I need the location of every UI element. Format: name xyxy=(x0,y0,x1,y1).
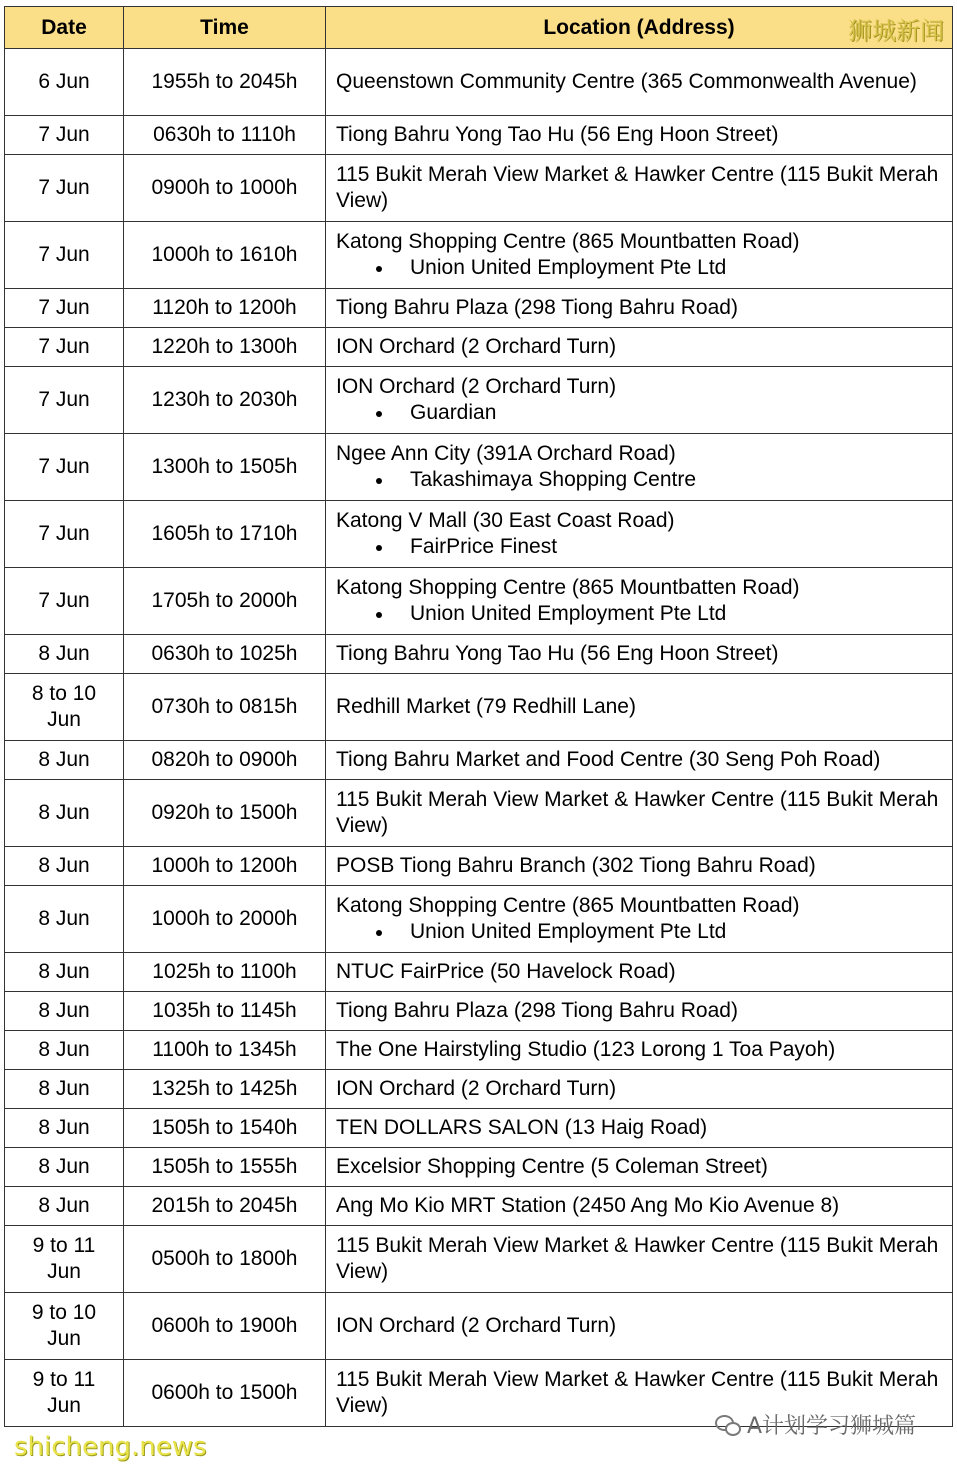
row-time: 1230h to 2030h xyxy=(124,367,326,434)
table-row xyxy=(5,1109,953,1148)
row-date: 9 to 11 Jun xyxy=(5,1226,124,1293)
row-date: 8 Jun xyxy=(5,886,124,953)
row-date: 8 Jun xyxy=(5,741,124,780)
row-date: 7 Jun xyxy=(5,328,124,367)
row-location xyxy=(326,1070,953,1109)
row-time: 2015h to 2045h xyxy=(124,1187,326,1226)
row-location xyxy=(326,1031,953,1070)
table-row xyxy=(5,501,953,568)
table-header-row xyxy=(5,7,953,49)
location-sub-item xyxy=(336,400,942,426)
table-row xyxy=(5,367,953,434)
location-address: ION Orchard (2 Orchard Turn) xyxy=(336,335,617,358)
location-address: Tiong Bahru Plaza (298 Tiong Bahru Road) xyxy=(336,296,738,319)
table-row xyxy=(5,1187,953,1226)
row-time: 1605h to 1710h xyxy=(124,501,326,568)
location-sub-label: Guardian xyxy=(410,401,497,424)
location-address: ION Orchard (2 Orchard Turn) xyxy=(336,1314,617,1337)
table-row xyxy=(5,1148,953,1187)
row-time: 1955h to 2045h xyxy=(124,49,326,116)
location-address: Katong Shopping Centre (865 Mountbatten Road) xyxy=(336,894,800,917)
row-date: 8 Jun xyxy=(5,1148,124,1187)
row-time: 0500h to 1800h xyxy=(124,1226,326,1293)
row-time: 0630h to 1110h xyxy=(124,116,326,155)
location-sub-label: Union United Employment Pte Ltd xyxy=(410,920,727,943)
location-address: Katong Shopping Centre (865 Mountbatten Road) xyxy=(336,576,800,599)
location-sub-item xyxy=(336,919,942,945)
row-location xyxy=(326,1109,953,1148)
table-row xyxy=(5,1031,953,1070)
table-row xyxy=(5,222,953,289)
row-time: 1000h to 1610h xyxy=(124,222,326,289)
table-row xyxy=(5,741,953,780)
row-date: 8 Jun xyxy=(5,1070,124,1109)
location-address: Tiong Bahru Yong Tao Hu (56 Eng Hoon Street) xyxy=(336,123,779,146)
table-row xyxy=(5,886,953,953)
table-row xyxy=(5,116,953,155)
row-date: 7 Jun xyxy=(5,367,124,434)
row-location xyxy=(326,328,953,367)
locations-table-wrapper xyxy=(4,6,952,1427)
row-date: 8 Jun xyxy=(5,780,124,847)
row-location xyxy=(326,501,953,568)
location-address: Queenstown Community Centre (365 Commonwealth Avenue) xyxy=(336,70,917,93)
row-location xyxy=(326,635,953,674)
row-location xyxy=(326,886,953,953)
row-location xyxy=(326,1293,953,1360)
location-address: ION Orchard (2 Orchard Turn) xyxy=(336,1077,617,1100)
table-row xyxy=(5,953,953,992)
table-row xyxy=(5,1226,953,1293)
row-date: 9 to 10 Jun xyxy=(5,1293,124,1360)
header-location-label: Location (Address) xyxy=(543,15,735,39)
row-time: 1705h to 2000h xyxy=(124,568,326,635)
location-address: Katong V Mall (30 East Coast Road) xyxy=(336,509,675,532)
watermark-site: shicheng.news xyxy=(14,1432,207,1462)
wechat-icon xyxy=(715,1413,741,1435)
table-row xyxy=(5,289,953,328)
row-time: 0900h to 1000h xyxy=(124,155,326,222)
row-time: 1300h to 1505h xyxy=(124,434,326,501)
row-time: 1100h to 1345h xyxy=(124,1031,326,1070)
table-row xyxy=(5,49,953,116)
location-sub-item xyxy=(336,601,942,627)
row-date: 8 Jun xyxy=(5,635,124,674)
location-sub-label: Union United Employment Pte Ltd xyxy=(410,256,727,279)
row-location xyxy=(326,116,953,155)
row-location xyxy=(326,847,953,886)
watermark-account-label: A计划学习狮城篇 xyxy=(747,1413,917,1439)
location-address: TEN DOLLARS SALON (13 Haig Road) xyxy=(336,1116,708,1139)
row-date: 7 Jun xyxy=(5,434,124,501)
row-date: 8 Jun xyxy=(5,1109,124,1148)
location-address: Katong Shopping Centre (865 Mountbatten Road) xyxy=(336,230,800,253)
row-time: 0600h to 1900h xyxy=(124,1293,326,1360)
row-date: 7 Jun xyxy=(5,289,124,328)
location-address: The One Hairstyling Studio (123 Lorong 1 Toa Payoh) xyxy=(336,1038,836,1061)
location-address: 115 Bukit Merah View Market & Hawker Centre (115 Bukit Merah View) xyxy=(336,1234,939,1283)
location-address: Ang Mo Kio MRT Station (2450 Ang Mo Kio Avenue 8) xyxy=(336,1194,840,1217)
row-location xyxy=(326,992,953,1031)
row-date: 8 Jun xyxy=(5,992,124,1031)
location-sub-label: Takashimaya Shopping Centre xyxy=(410,468,697,491)
row-time: 1325h to 1425h xyxy=(124,1070,326,1109)
location-sub-item xyxy=(336,255,942,281)
location-address: Tiong Bahru Market and Food Centre (30 Seng Poh Road) xyxy=(336,748,881,771)
row-date: 8 Jun xyxy=(5,1031,124,1070)
row-location xyxy=(326,222,953,289)
row-date: 8 Jun xyxy=(5,847,124,886)
location-address: 115 Bukit Merah View Market & Hawker Centre (115 Bukit Merah View) xyxy=(336,163,939,212)
location-address: ION Orchard (2 Orchard Turn) xyxy=(336,375,617,398)
row-location xyxy=(326,568,953,635)
location-address: Redhill Market (79 Redhill Lane) xyxy=(336,695,636,718)
row-time: 1505h to 1540h xyxy=(124,1109,326,1148)
table-row xyxy=(5,155,953,222)
table-row xyxy=(5,1293,953,1360)
location-address: Tiong Bahru Plaza (298 Tiong Bahru Road) xyxy=(336,999,738,1022)
row-location xyxy=(326,434,953,501)
row-time: 0600h to 1500h xyxy=(124,1360,326,1427)
row-date: 8 Jun xyxy=(5,1187,124,1226)
row-location xyxy=(326,155,953,222)
location-sub-label: Union United Employment Pte Ltd xyxy=(410,602,727,625)
visited-locations-table xyxy=(4,6,953,1427)
header-watermark: 狮城新闻 xyxy=(848,17,944,45)
row-date: 8 to 10 Jun xyxy=(5,674,124,741)
row-time: 1505h to 1555h xyxy=(124,1148,326,1187)
table-row xyxy=(5,434,953,501)
row-time: 1000h to 2000h xyxy=(124,886,326,953)
table-row xyxy=(5,780,953,847)
location-address: NTUC FairPrice (50 Havelock Road) xyxy=(336,960,676,983)
row-time: 0920h to 1500h xyxy=(124,780,326,847)
table-row xyxy=(5,674,953,741)
header-location xyxy=(326,7,953,49)
row-date: 9 to 11 Jun xyxy=(5,1360,124,1427)
table-row xyxy=(5,992,953,1031)
row-location xyxy=(326,674,953,741)
row-time: 0730h to 0815h xyxy=(124,674,326,741)
table-body xyxy=(5,49,953,1427)
location-address: Excelsior Shopping Centre (5 Coleman Street) xyxy=(336,1155,768,1178)
table-row xyxy=(5,635,953,674)
watermark-account xyxy=(715,1407,916,1441)
row-time: 1035h to 1145h xyxy=(124,992,326,1031)
row-location xyxy=(326,1148,953,1187)
row-location xyxy=(326,1187,953,1226)
row-time: 0820h to 0900h xyxy=(124,741,326,780)
location-address: POSB Tiong Bahru Branch (302 Tiong Bahru Road) xyxy=(336,854,816,877)
location-address: 115 Bukit Merah View Market & Hawker Centre (115 Bukit Merah View) xyxy=(336,788,939,837)
row-date: 6 Jun xyxy=(5,49,124,116)
row-date: 7 Jun xyxy=(5,155,124,222)
location-sub-item xyxy=(336,534,942,560)
row-location xyxy=(326,1226,953,1293)
location-address: Ngee Ann City (391A Orchard Road) xyxy=(336,442,676,465)
row-date: 7 Jun xyxy=(5,501,124,568)
location-address: Tiong Bahru Yong Tao Hu (56 Eng Hoon Street) xyxy=(336,642,779,665)
row-date: 7 Jun xyxy=(5,116,124,155)
row-location xyxy=(326,367,953,434)
row-location xyxy=(326,953,953,992)
row-time: 1000h to 1200h xyxy=(124,847,326,886)
header-date: Date xyxy=(5,7,124,49)
row-date: 7 Jun xyxy=(5,568,124,635)
row-time: 1120h to 1200h xyxy=(124,289,326,328)
row-location xyxy=(326,780,953,847)
location-address: 115 Bukit Merah View Market & Hawker Centre (115 Bukit Merah View) xyxy=(336,1368,939,1417)
row-location xyxy=(326,741,953,780)
row-date: 7 Jun xyxy=(5,222,124,289)
row-location xyxy=(326,289,953,328)
table-row xyxy=(5,847,953,886)
table-row xyxy=(5,1070,953,1109)
table-row xyxy=(5,328,953,367)
location-sub-label: FairPrice Finest xyxy=(410,535,558,558)
row-time: 1220h to 1300h xyxy=(124,328,326,367)
location-sub-item xyxy=(336,467,942,493)
table-row xyxy=(5,568,953,635)
header-time: Time xyxy=(124,7,326,49)
row-time: 1025h to 1100h xyxy=(124,953,326,992)
row-time: 0630h to 1025h xyxy=(124,635,326,674)
row-location xyxy=(326,49,953,116)
row-date: 8 Jun xyxy=(5,953,124,992)
